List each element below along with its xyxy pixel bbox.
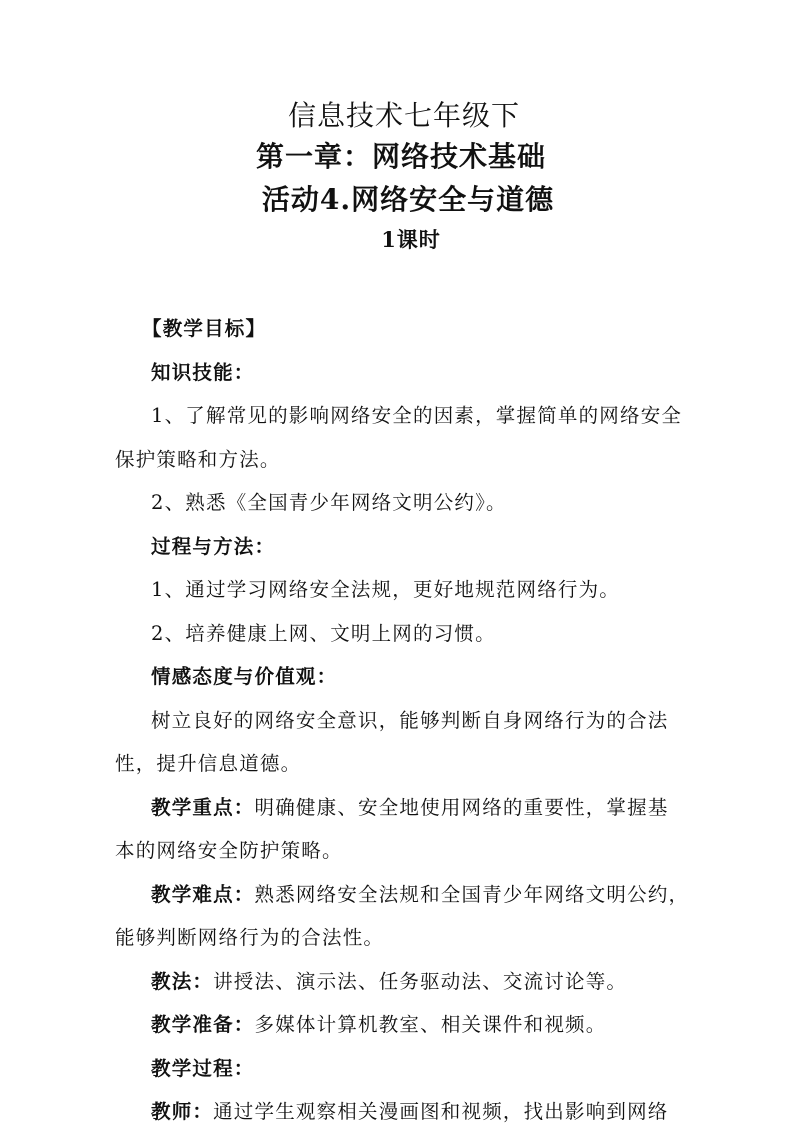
- key-points-text: 明确健康、安全地使用网络的重要性，掌握基: [254, 795, 669, 819]
- methods-label: 教法：: [151, 969, 214, 993]
- teacher-line: [115, 1090, 693, 1134]
- knowledge-heading: 知识技能：: [151, 360, 255, 384]
- knowledge-item-1-line-2: 保护策略和方法。: [115, 447, 281, 471]
- process-heading: 过程与方法：: [151, 534, 276, 558]
- methods-line: [115, 960, 693, 1004]
- process-item-2: 2、培养健康上网、文明上网的习惯。: [151, 621, 496, 645]
- activity-title: 活动4.网络安全与道德: [261, 183, 555, 216]
- chapter-title: 第一章：网络技术基础: [255, 140, 546, 173]
- title-block: [0, 96, 794, 258]
- preparation-line: [115, 1003, 693, 1047]
- methods-text: 讲授法、演示法、任务驱动法、交流讨论等。: [213, 969, 628, 993]
- preparation-label: 教学准备：: [151, 1013, 255, 1036]
- difficulties-text: 熟悉网络安全法规和全国青少年网络文明公约，: [254, 882, 690, 906]
- key-points-line-1: [115, 786, 693, 830]
- knowledge-item-1-line-1: 1、了解常见的影响网络安全的因素，掌握简单的网络安全: [151, 404, 683, 427]
- teacher-label: 教师：: [151, 1100, 214, 1123]
- preparation-text: 多媒体计算机教室、相关课件和视频。: [254, 1013, 607, 1036]
- difficulties-line-2: 能够判断网络行为的合法性。: [115, 926, 385, 949]
- difficulties-line-1: [115, 873, 693, 917]
- teacher-text: 通过学生观察相关漫画图和视频，找出影响到网络: [213, 1100, 669, 1123]
- emotion-text-line-1: 树立良好的网络安全意识，能够判断自身网络行为的合法: [151, 708, 669, 732]
- lesson-plan-body: [115, 307, 693, 1134]
- procedure-heading: 教学过程：: [151, 1056, 255, 1080]
- process-item-1: 1、通过学习网络安全法规，更好地规范网络行为。: [151, 578, 621, 601]
- emotion-text-line-2: 性，提升信息道德。: [115, 752, 302, 775]
- key-points-line-2: 本的网络安全防护策略。: [115, 839, 343, 862]
- difficulties-label: 教学难点：: [151, 882, 255, 906]
- objectives-heading: 【教学目标】: [142, 317, 267, 340]
- key-points-label: 教学重点：: [151, 795, 255, 819]
- course-title: 信息技术七年级下: [287, 99, 520, 132]
- knowledge-item-2: 2、熟悉《全国青少年网络文明公约》。: [151, 491, 507, 514]
- emotion-heading: 情感态度与价值观：: [151, 665, 338, 688]
- lesson-duration: 1课时: [381, 227, 441, 252]
